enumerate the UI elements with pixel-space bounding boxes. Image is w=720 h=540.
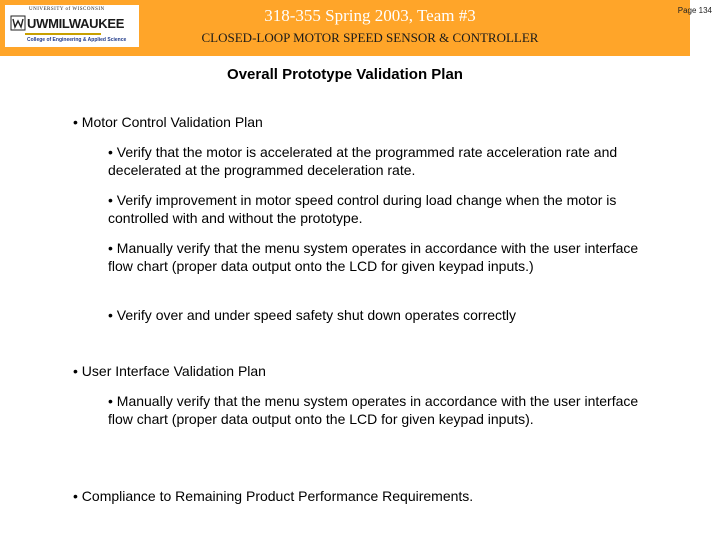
logo-college: College of Engineering & Applied Science	[27, 37, 127, 43]
logo-university-line: UNIVERSITY of WISCONSIN	[29, 7, 105, 12]
section-heading-compliance: • Compliance to Remaining Product Performance Requirements.	[73, 488, 474, 504]
section-heading-motor-control: • Motor Control Validation Plan	[73, 114, 263, 130]
university-seal-icon	[10, 15, 26, 31]
slide-title: Overall Prototype Validation Plan	[227, 66, 463, 83]
team-title: 318-355 Spring 2003, Team #3	[264, 6, 476, 25]
list-item: • Manually verify that the menu system operates in accordance with the user interface flow chart (proper data output onto the LCD for given keypad inputs.)	[108, 240, 639, 274]
logo-uw: UW	[27, 16, 49, 31]
university-logo	[5, 5, 139, 47]
list-item: • Verify that the motor is accelerated at the programmed rate acceleration rate and decelerated at the programmed deceleration rate.	[108, 144, 618, 178]
header-band	[0, 0, 690, 56]
logo-underline	[25, 33, 101, 35]
section-heading-user-interface: • User Interface Validation Plan	[73, 363, 266, 379]
project-subtitle: CLOSED-LOOP MOTOR SPEED SENSOR & CONTROLLER	[201, 30, 539, 45]
list-item: • Manually verify that the menu system operates in accordance with the user interface flow chart (proper data output onto the LCD for given keypad inputs).	[108, 393, 639, 427]
logo-milwaukee: MILWAUKEE	[48, 16, 125, 31]
list-item: • Verify over and under speed safety shut down operates correctly	[108, 307, 517, 323]
page-number: Page 134	[677, 6, 712, 15]
logo-wordmark	[27, 16, 124, 31]
list-item: • Verify improvement in motor speed control during load change when the motor is controlled with and without the prototype.	[108, 192, 617, 226]
